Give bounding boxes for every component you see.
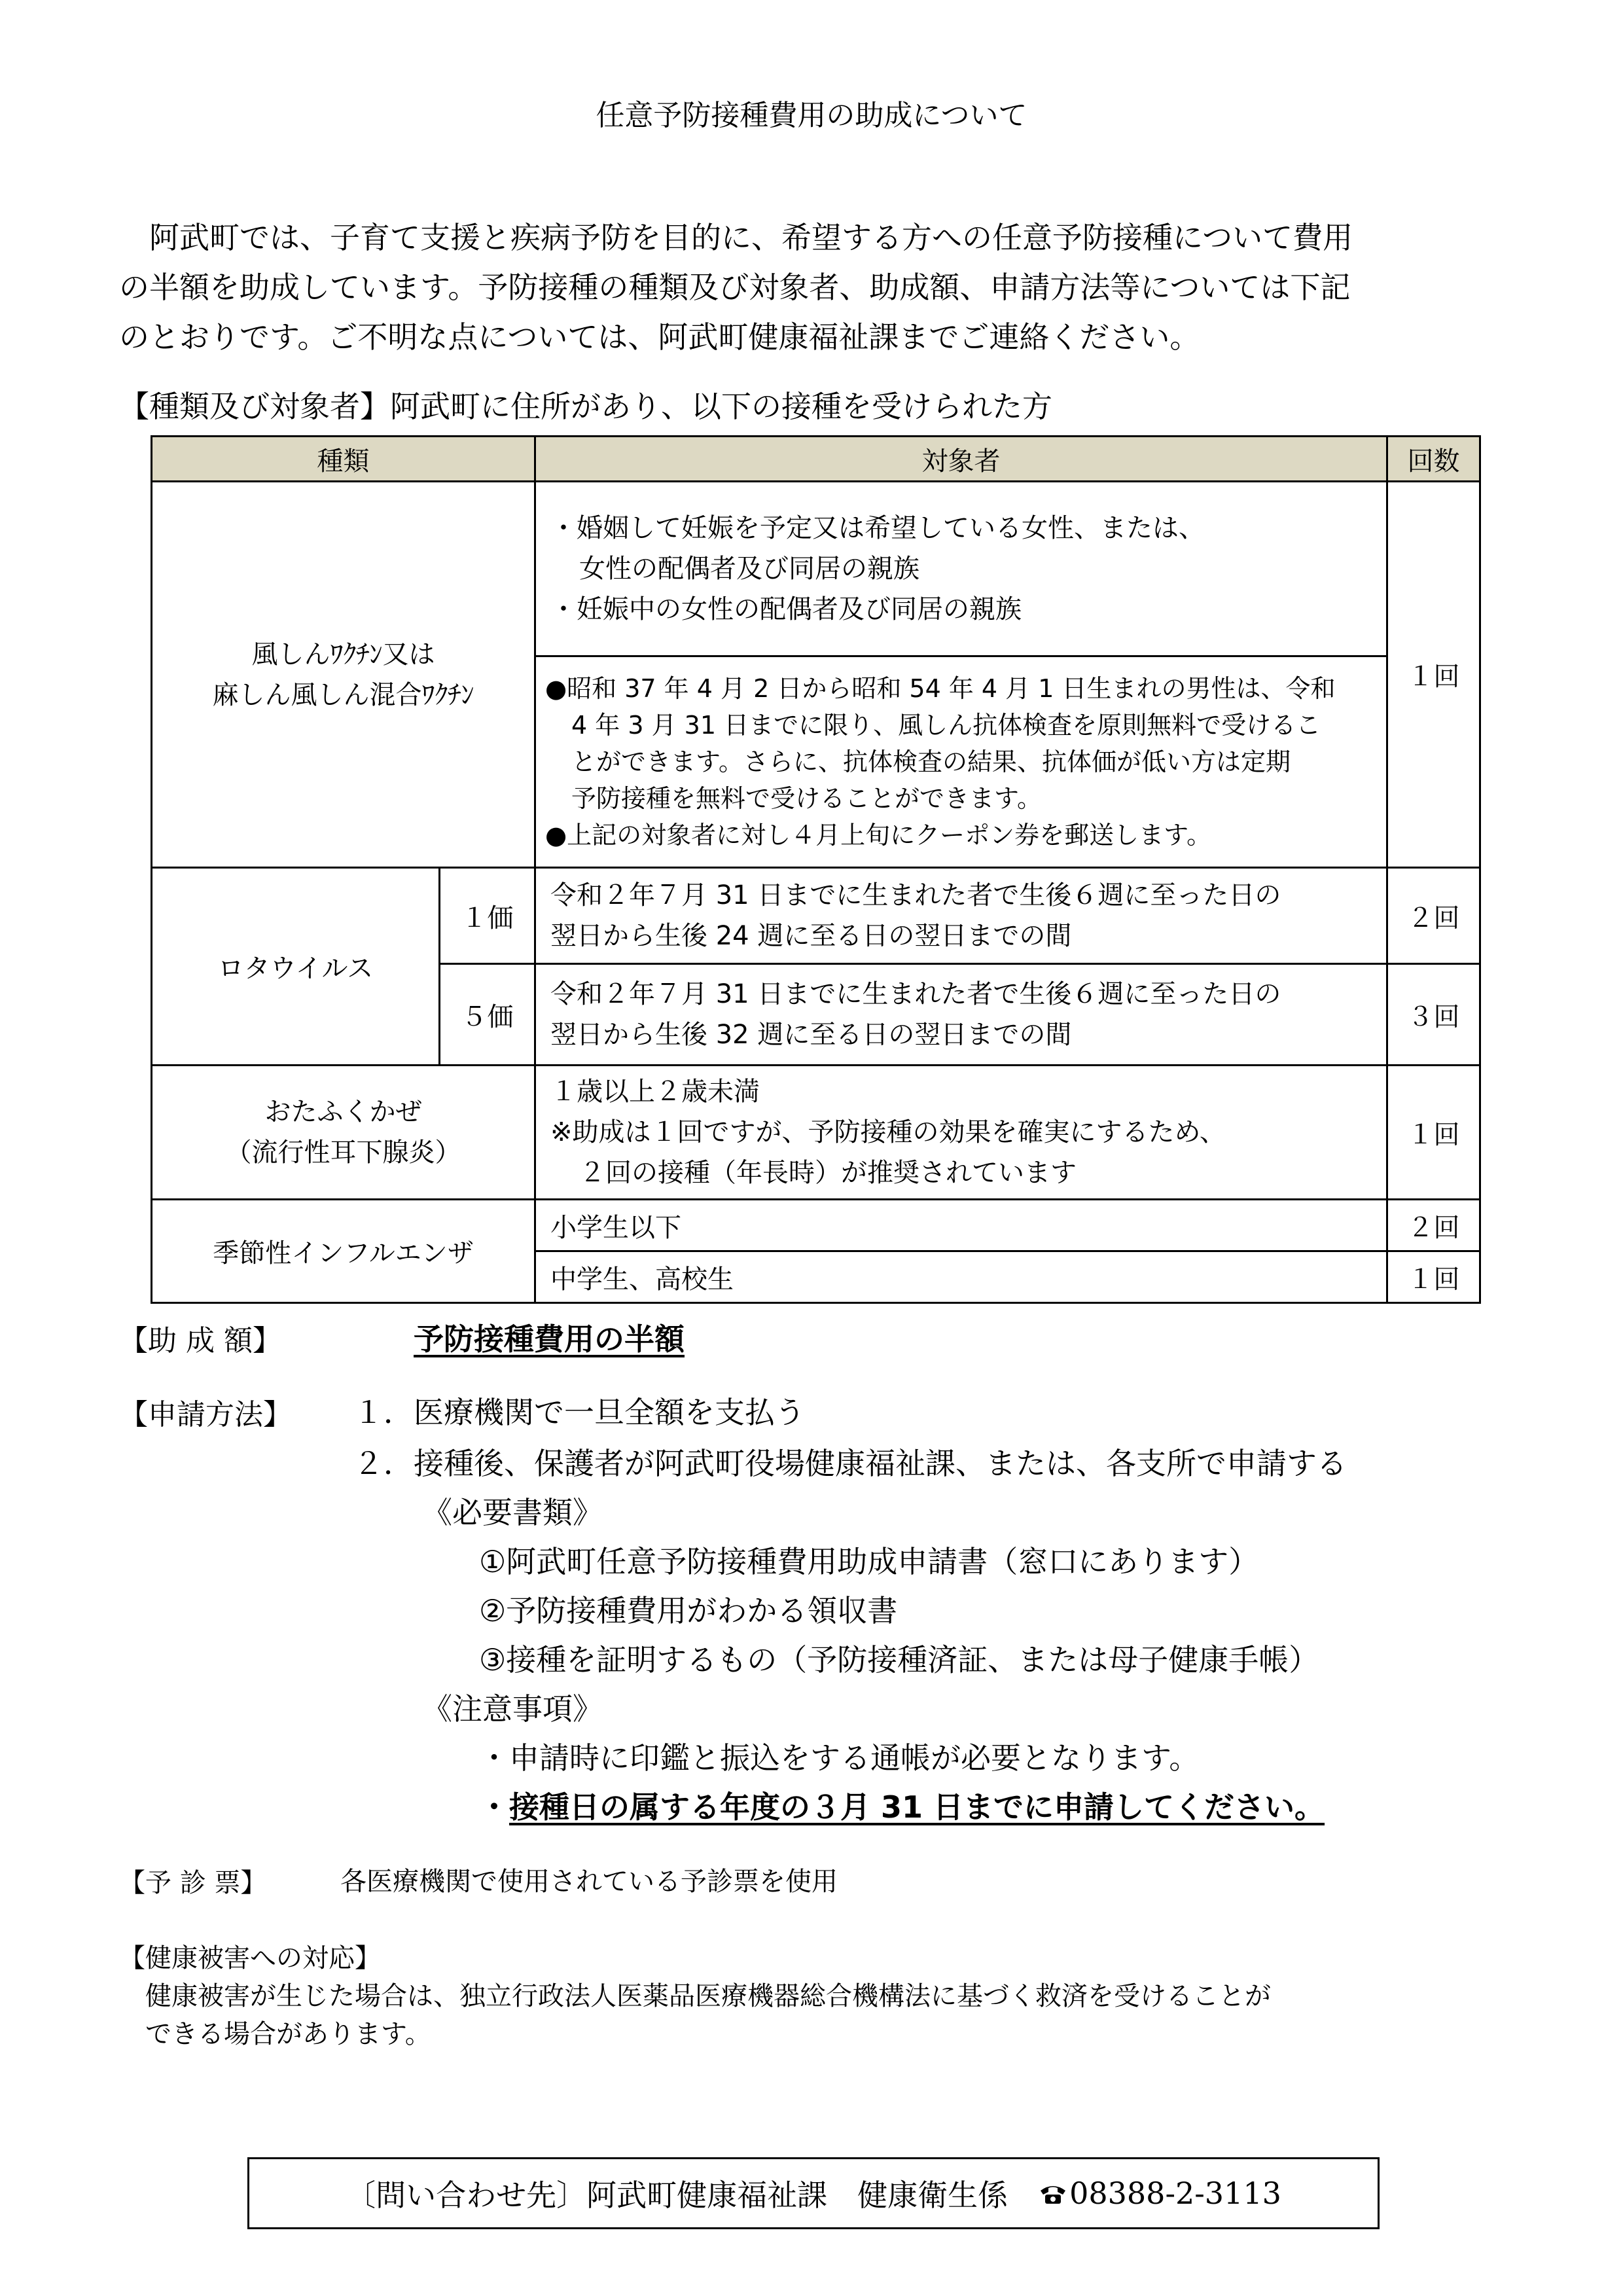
mumps-kind-line2: （流行性耳下腺炎） [225,1138,461,1168]
contact-phone: 08388-2-3113 [1069,2176,1281,2211]
phone-icon [1037,2180,1069,2206]
rota-5-target [535,964,1387,1066]
required-doc-2: ②予防接種費用がわかる領収書 [479,1593,898,1628]
rubella-kind [152,482,535,868]
mumps-target-1: １歳以上２歳未満 [550,1077,760,1107]
mumps-kind [152,1066,535,1200]
intro-paragraph [119,213,1487,362]
table-row [152,482,1480,656]
application-label: 【申請方法】 [119,1398,292,1431]
application-step1: １．医療機関で一旦全額を支払う [353,1395,805,1430]
rubella-count: １回 [1387,482,1480,868]
rota-1-count: ２回 [1387,868,1480,964]
rubella-target-a [535,482,1387,656]
contact-box [247,2157,1380,2229]
rubella-kind-line1: 風しんﾜｸﾁﾝ又は [251,639,435,670]
mumps-kind-line1: おたふくかぜ [264,1097,422,1127]
notes-heading: 《注意事項》 [422,1691,603,1727]
rota-5-target-1: 令和２年７月 31 日までに生まれた者で生後６週に至った日の [550,979,1281,1009]
rubella-target-a-1: ・婚姻して妊娠を予定又は希望している女性、または、 [550,513,1205,543]
subsidy-label: 【助 成 額】 [119,1324,281,1357]
rota-1-target [535,868,1387,964]
required-docs-heading: 《必要書類》 [422,1495,603,1530]
mumps-target [535,1066,1387,1200]
rubella-target-b-3: とができます。さらに、抗体検査の結果、抗体価が低い方は定期 [571,747,1291,776]
mumps-target-2: ※助成は１回ですが、予防接種の効果を確実にするため、 [550,1117,1226,1147]
rubella-target-b-4: 予防接種を無料で受けることができます。 [571,784,1042,813]
eligibility-heading: 【種類及び対象者】阿武町に住所があり、以下の接種を受けられた方 [119,389,1052,424]
rubella-target-b-1: ●昭和 37 年 4 月 2 日から昭和 54 年 4 月 1 日生まれの男性は、令和 [545,674,1336,703]
table-header-row [152,437,1480,482]
intro-line: のとおりです。ご不明な点については、阿武町健康福祉課までご連絡ください。 [119,319,1200,355]
table-row [152,1066,1480,1200]
rota-1-target-1: 令和２年７月 31 日までに生まれた者で生後６週に至った日の [550,880,1281,910]
questionnaire-value: 各医療機関で使用されている予診票を使用 [340,1867,838,1897]
header-kind: 種類 [152,437,535,482]
rota-5-label: ５価 [440,964,535,1066]
flu-count-2: １回 [1387,1251,1480,1303]
vaccine-table [151,435,1481,1304]
page-title: 任意予防接種費用の助成について [596,99,1027,132]
required-doc-3: ③接種を証明するもの（予防接種済証、または母子健康手帳） [479,1642,1319,1677]
rubella-target-b [535,656,1387,868]
mumps-target-3: ２回の接種（年長時）が推奨されています [579,1158,1077,1188]
flu-target-1: 小学生以下 [535,1200,1387,1251]
flu-kind: 季節性インフルエンザ [152,1200,535,1303]
health-damage-line2: できる場合があります。 [145,2019,431,2049]
rubella-target-a-3: ・妊娠中の女性の配偶者及び同居の親族 [550,594,1022,624]
note-2 [479,1784,1325,1827]
rota-5-target-2: 翌日から生後 32 週に至る日の翌日までの間 [550,1020,1072,1050]
note-2-bullet: ・ [479,1789,509,1825]
rota-kind: ロタウイルス [152,868,440,1066]
flu-target-2: 中学生、高校生 [535,1251,1387,1303]
contact-label: 〔問い合わせ先〕阿武町健康福祉課 健康衛生係 [346,2178,1008,2213]
rubella-kind-line2: 麻しん風しん混合ﾜｸﾁﾝ [212,679,474,710]
intro-line: の半額を助成しています。予防接種の種類及び対象者、助成額、申請方法等については下記 [119,270,1351,305]
health-damage-line1: 健康被害が生じた場合は、独立行政法人医薬品医療機器総合機構法に基づく救済を受けることが [145,1981,1271,2011]
subsidy-value: 予防接種費用の半額 [414,1321,685,1357]
note-1: ・申請時に印鑑と振込をする通帳が必要となります。 [479,1740,1200,1776]
rubella-target-a-2: 女性の配偶者及び同居の親族 [579,554,919,584]
table-row [152,868,1480,964]
rota-5-count: ３回 [1387,964,1480,1066]
required-doc-1: ①阿武町任意予防接種費用助成申請書（窓口にあります） [479,1544,1259,1579]
rota-1-label: １価 [440,868,535,964]
flu-count-1: ２回 [1387,1200,1480,1251]
rubella-target-b-2: 4 年 3 月 31 日までに限り、風しん抗体検査を原則無料で受けるこ [571,711,1321,740]
rota-1-target-2: 翌日から生後 24 週に至る日の翌日までの間 [550,921,1072,951]
rubella-target-b-5: ●上記の対象者に対し４月上旬にクーポン券を郵送します。 [545,821,1212,850]
header-count: 回数 [1387,437,1480,482]
intro-line: 阿武町では、子育て支援と疾病予防を目的に、希望する方への任意予防接種について費用 [149,220,1353,255]
application-step2: ２．接種後、保護者が阿武町役場健康福祉課、または、各支所で申請する [353,1446,1347,1481]
health-damage-label: 【健康被害への対応】 [119,1943,381,1973]
mumps-count: １回 [1387,1066,1480,1200]
header-target: 対象者 [535,437,1387,482]
questionnaire-label: 【予 診 票】 [119,1868,267,1898]
table-row [152,1200,1480,1251]
note-2-text: 接種日の属する年度の３月 31 日までに申請してください。 [509,1789,1325,1825]
